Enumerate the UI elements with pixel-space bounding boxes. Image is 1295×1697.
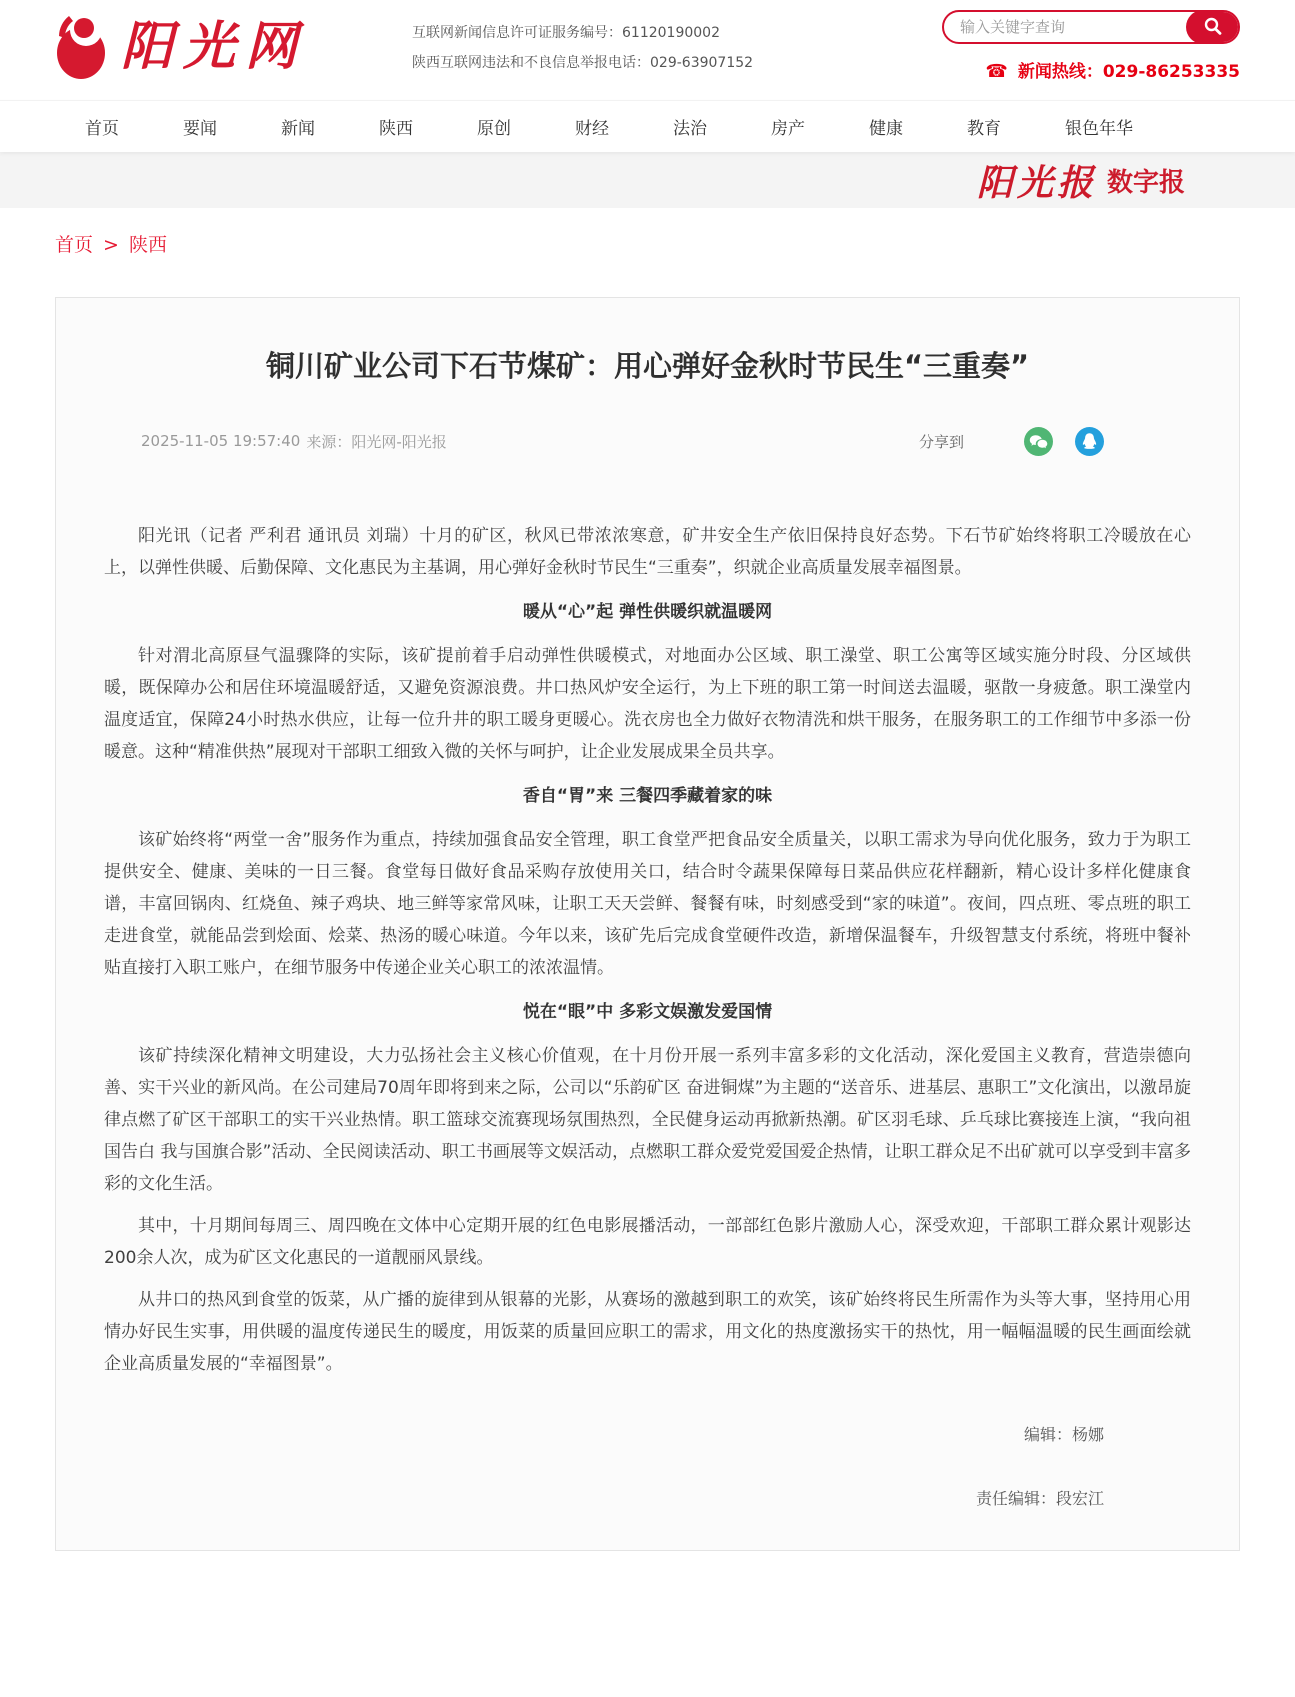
section-heading: 暖从“心”起 弹性供暖织就温暖网 <box>522 601 773 622</box>
editor-credit: 编辑：杨娜 <box>1023 1424 1104 1444</box>
share-label: 分享到 <box>918 432 964 451</box>
article-paragraph: 阳光讯（记者 严利君 通讯员 刘瑞）十月的矿区，秋风已带浓浓寒意，矿井安全生产依旧保持良好态势。下石节矿始终将职工冷暖放在心上，以弹性供暖、后勤保障、文化惠民为主基调，用心弹好金秋时节民生“三重奏”，织就企业高质量发展幸福图景。 <box>104 525 1191 578</box>
qq-share-icon[interactable] <box>1075 427 1104 456</box>
article-paragraph: 针对渭北高原昼气温骤降的实际，该矿提前着手启动弹性供暖模式，对地面办公区域、职工澡堂、职工公寓等区域实施分时段、分区域供暖，既保障办公和居住环境温暖舒适，又避免资源浪费。井口热风炉安全运行，为上下班的职工第一时间送去温暖，驱散一身疲惫。职工澡堂内温度适宜，保障24小时热水供应，让每一位升井的职工暖身更暖心。洗衣房也全力做好衣物清洗和烘干服务，在服务职工的工作细节中多添一份暖意。这种“精准供热”展现对干部职工细致入微的关怀与呵护，让企业发展成果全员共享。 <box>104 645 1191 762</box>
article-meta <box>104 427 1191 456</box>
nav-item-law[interactable]: 法治 <box>673 119 707 139</box>
publish-datetime: 2025-11-05 19:57:40 <box>141 432 301 451</box>
breadcrumb <box>55 230 1295 257</box>
breadcrumb-section-link[interactable]: 陕西 <box>128 234 167 256</box>
hotline-number: 029-86253335 <box>1102 62 1240 82</box>
nav-item-silver-age[interactable]: 银色年华 <box>1065 119 1133 139</box>
nav-item-home[interactable]: 首页 <box>85 119 119 139</box>
article-title: 铜川矿业公司下石节煤矿：用心弹好金秋时节民生“三重奏” <box>265 349 1030 383</box>
nav-item-health[interactable]: 健康 <box>869 119 903 139</box>
nav-item-original[interactable]: 原创 <box>477 119 511 139</box>
article-paragraph: 从井口的热风到食堂的饭菜，从广播的旋律到从银幕的光影，从赛场的激越到职工的欢笑，该矿始终将民生所需作为头等大事，坚持用心用情办好民生实事，用供暖的温度传递民生的暖度，用饭菜的质量回应职工的需求，用文化的热度激扬实干的热忱，用一幅幅温暖的民生画面绘就企业高质量发展的“幸福图景”。 <box>104 1289 1191 1374</box>
paper-name-link[interactable]: 阳光报 <box>976 161 1097 204</box>
search-button[interactable] <box>1186 10 1240 44</box>
search-icon <box>1203 16 1223 39</box>
main-nav <box>0 100 1295 152</box>
search-input[interactable] <box>944 18 1186 36</box>
nav-item-top-news[interactable]: 要闻 <box>183 119 217 139</box>
top-header <box>0 0 1295 100</box>
hotline-label: 新闻热线： <box>1017 62 1103 82</box>
source-name: 阳光网-阳光报 <box>351 432 447 451</box>
nav-item-finance[interactable]: 财经 <box>575 119 609 139</box>
wechat-share-icon[interactable] <box>1024 427 1053 456</box>
section-heading: 悦在“眼”中 多彩文娱激发爱国情 <box>522 1001 773 1022</box>
article-paragraph: 该矿始终将“两堂一舍”服务作为重点，持续加强食品安全管理，职工食堂严把食品安全质量关，以职工需求为导向优化服务，致力于为职工提供安全、健康、美味的一日三餐。食堂每日做好食品采购存放使用关口，结合时令蔬果保障每日菜品供应花样翻新，精心设计多样化健康食谱，丰富回锅肉、红烧鱼、辣子鸡块、地三鲜等家常风味，让职工天天尝鲜、餐餐有味，时刻感受到“家的味道”。夜间，四点班、零点班的职工走进食堂，就能品尝到烩面、烩菜、热汤的暖心味道。今年以来，该矿先后完成食堂硬件改造，新增保温餐车，升级智慧支付系统，将班中餐补贴直接打入职工账户，在细节服务中传递企业关心职工的浓浓温情。 <box>104 829 1191 978</box>
chief-editor-credit: 责任编辑：段宏江 <box>975 1488 1104 1508</box>
breadcrumb-home-link[interactable]: 首页 <box>55 234 94 256</box>
news-hotline <box>942 57 1240 82</box>
source-label: 来源： <box>306 432 352 451</box>
article-credits <box>104 1424 1191 1510</box>
nav-item-shaanxi[interactable]: 陕西 <box>379 119 413 139</box>
article-paragraph: 该矿持续深化精神文明建设，大力弘扬社会主义核心价值观，在十月份开展一系列丰富多彩的文化活动，深化爱国主义教育，营造崇德向善、实干兴业的新风尚。在公司建局70周年即将到来之际，公司以“乐韵矿区 奋进铜煤”为主题的“送音乐、进基层、惠职工”文化演出，以激昂旋律点燃了矿区干部职工的实干兴业热情。职工篮球交流赛现场氛围热烈，全民健身运动再掀新热潮。矿区羽毛球、乒乓球比赛接连上演，“我向祖国告白 我与国旗合影”活动、全民阅读活动、职工书画展等文娱活动，点燃职工群众爱党爱国爱企热情，让职工群众足不出矿就可以享受到丰富多彩的文化生活。 <box>104 1045 1191 1194</box>
license-line-1: 互联网新闻信息许可证服务编号：61120190002 <box>412 25 720 41</box>
site-name: 阳光网 <box>121 16 308 77</box>
digital-paper-link[interactable]: 数字报 <box>1106 167 1185 198</box>
section-heading: 香自“胃”来 三餐四季藏着家的味 <box>522 785 773 806</box>
search-box <box>942 10 1240 44</box>
article-paragraph: 其中，十月期间每周三、周四晚在文体中心定期开展的红色电影展播活动，一部部红色影片激励人心，深受欢迎，干部职工群众累计观影达200余人次，成为矿区文化惠民的一道靓丽风景线。 <box>104 1215 1191 1268</box>
nav-item-education[interactable]: 教育 <box>967 119 1001 139</box>
article-body <box>104 520 1191 1380</box>
sun-logo-icon <box>55 10 111 84</box>
article-card <box>55 297 1240 1551</box>
header-right <box>942 10 1240 82</box>
license-line-2: 陕西互联网违法和不良信息举报电话：029-63907152 <box>412 55 754 71</box>
nav-item-news[interactable]: 新闻 <box>281 119 315 139</box>
site-logo[interactable] <box>55 10 307 84</box>
breadcrumb-separator: > <box>103 234 119 256</box>
phone-icon: ☎ <box>985 61 1008 82</box>
nav-item-property[interactable]: 房产 <box>771 119 805 139</box>
license-block <box>412 10 753 78</box>
paper-strip <box>0 152 1295 208</box>
share-group <box>919 427 1104 456</box>
